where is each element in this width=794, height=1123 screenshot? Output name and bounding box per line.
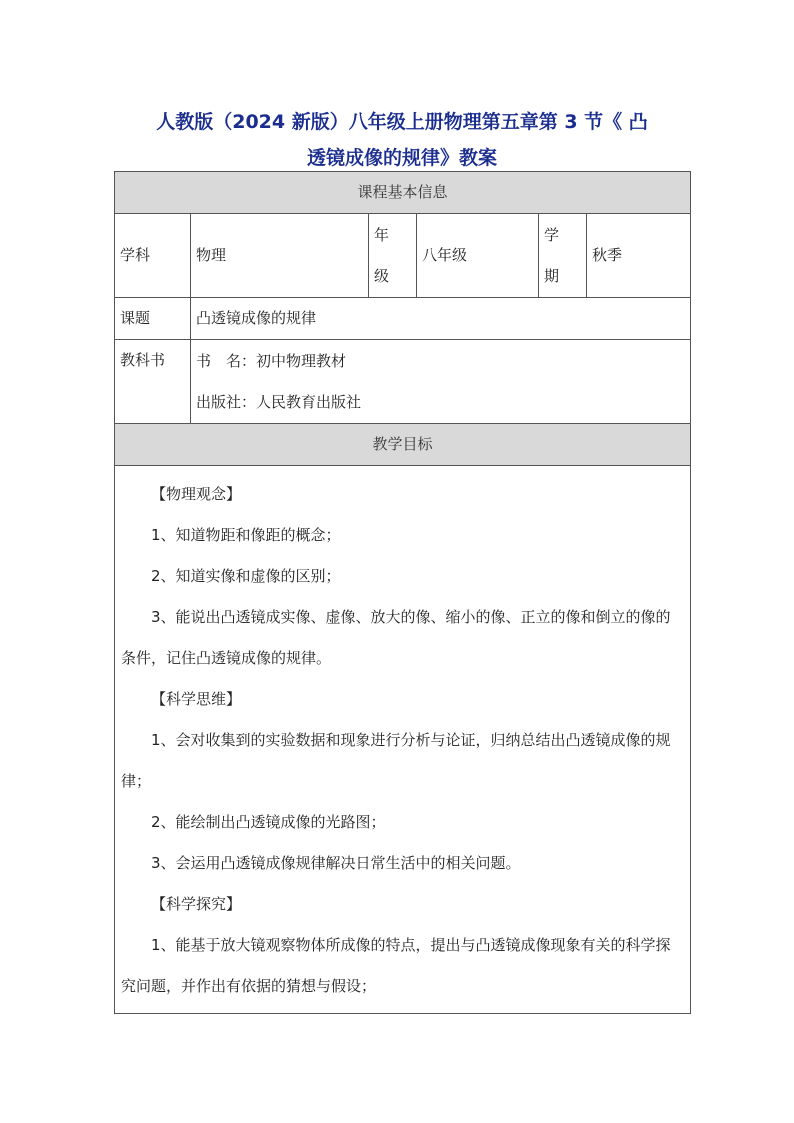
goal-line: 1、知道物距和像距的概念； [151,526,341,544]
goal-line: 1、能基于放大镜观察物体所成像的特点，提出与凸透镜成像现象有关的科学探究问题，并作出有依据的猜想与假设； [121,936,671,995]
goals-body [115,466,691,1014]
subject-label: 学科 [115,214,191,298]
section-header-basic-info: 课程基本信息 [115,172,691,214]
document-title [100,104,704,176]
goal-line: 2、知道实像和虚像的区别； [151,567,341,585]
book-name: 书 名：初中物理教材 [196,351,347,370]
term-label [539,214,587,298]
lesson-plan-table [114,171,691,1014]
topic-label: 课题 [115,298,191,340]
grade-label-2: 级 [374,266,390,285]
subject-value: 物理 [191,214,369,298]
term-label-2: 期 [544,266,560,285]
textbook-label: 教科书 [115,340,191,424]
goal-heading-scientific-inquiry: 【科学探究】 [151,895,242,913]
goal-line: 1、会对收集到的实验数据和现象进行分析与论证，归纳总结出凸透镜成像的规律； [121,731,671,790]
goal-line: 3、会运用凸透镜成像规律解决日常生活中的相关问题。 [151,854,521,872]
term-label-1: 学 [544,225,560,244]
goal-heading-scientific-thinking: 【科学思维】 [151,690,242,708]
textbook-value [191,340,691,424]
title-line-2: 透镜成像的规律》教案 [306,147,497,169]
section-header-goals: 教学目标 [115,424,691,466]
grade-label [369,214,417,298]
goal-line: 2、能绘制出凸透镜成像的光路图； [151,813,386,831]
goal-line: 3、能说出凸透镜成实像、虚像、放大的像、缩小的像、正立的像和倒立的像的条件，记住凸透镜成像的规律。 [121,608,671,667]
grade-label-1: 年 [374,225,390,244]
topic-value: 凸透镜成像的规律 [191,298,691,340]
goal-heading-physics-concept: 【物理观念】 [151,485,242,503]
grade-value: 八年级 [417,214,539,298]
title-line-1: 人教版（2024 新版）八年级上册物理第五章第 3 节《 凸 [156,111,648,133]
term-value: 秋季 [587,214,691,298]
publisher: 出版社：人民教育出版社 [196,392,362,411]
